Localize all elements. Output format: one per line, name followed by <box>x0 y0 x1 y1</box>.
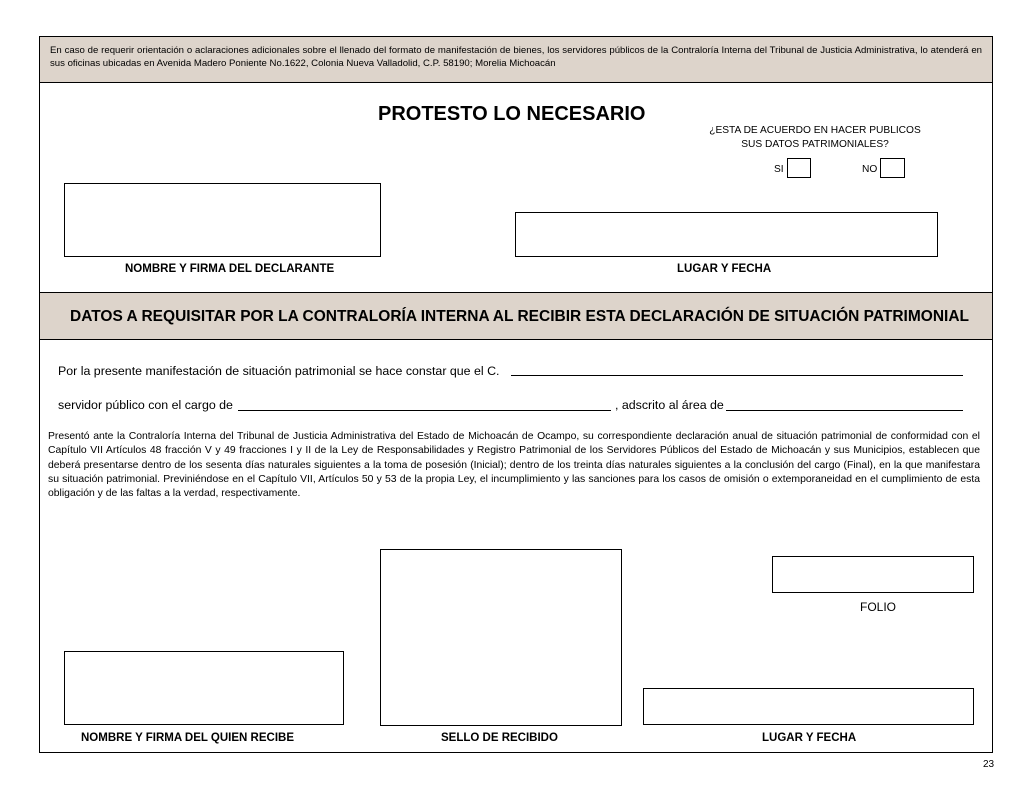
area-field[interactable] <box>726 410 963 411</box>
receiver-signature-box[interactable] <box>64 651 344 725</box>
receipt-place-date-label: LUGAR Y FECHA <box>762 732 857 744</box>
manifest-line1: Por la presente manifestación de situación patrimonial se hace constar que el C. <box>58 364 500 378</box>
no-label: NO <box>862 164 878 175</box>
manifest-line2-prefix: servidor público con el cargo de <box>58 398 233 412</box>
header-note: En caso de requerir orientación o aclaraciones adicionales sobre el llenado del formato de manifestación de bienes, los servidores públicos de la Contraloría Interna del Tribunal de Justicia Administrativa, lo atenderá en sus oficinas ubicadas en Avenida Madero Poniente No.1622, Colonia Nueva Valladolid, C.P. 58190; Morelia Michoacán <box>39 36 993 83</box>
seal-label: SELLO DE RECIBIDO <box>441 732 558 744</box>
legal-paragraph: Presentó ante la Contraloría Interna del Tribunal de Justicia Administrativa del Estado de Michoacán de Ocampo, su correspondiente declaración anual de situación patrimonial de conformidad con el Capítulo VII Artículos 48 fracción V y 49 fracciones I y II de la Ley de Responsabilidades y Registro Patrimonial de los Servidores Públicos del Estado de Michoacán y sus Municipios, establecen que deberá presentarse dentro de los sesenta días naturales siguientes a la toma de posesión (Inicial); dentro de los treinta días naturales siguientes a la conclusión del cargo (Final), en la que manifestara su situación patrimonial. Previniéndose en el Capítulo VII, Artículos 50 y 53 de la propia Ley, el incumplimiento y las sanciones para los casos de omisión o extemporaneidad en el cumplimiento de esta obligación y de las faltas a la verdad, respectivamente. <box>48 431 980 500</box>
section-title: DATOS A REQUISITAR POR LA CONTRALORÍA INTERNA AL RECIBIR ESTA DECLARACIÓN DE SITUACIÓN PATRIMONIAL <box>70 308 969 325</box>
seal-box[interactable] <box>380 549 622 726</box>
position-field[interactable] <box>238 410 611 411</box>
declarant-signature-label: NOMBRE Y FIRMA DEL DECLARANTE <box>125 263 335 275</box>
si-checkbox[interactable] <box>787 158 811 178</box>
declarant-place-date-label: LUGAR Y FECHA <box>677 263 772 275</box>
receiver-signature-label: NOMBRE Y FIRMA DEL QUIEN RECIBE <box>81 732 294 744</box>
manifest-line2-mid: , adscrito al área de <box>615 398 724 412</box>
citizen-name-field[interactable] <box>511 375 963 376</box>
declarant-signature-box[interactable] <box>64 183 381 257</box>
section-band <box>39 292 993 340</box>
no-checkbox[interactable] <box>880 158 905 178</box>
publish-question: ¿ESTA DE ACUERDO EN HACER PUBLICOS SUS DATOS PATRIMONIALES? <box>709 125 921 150</box>
page-number: 23 <box>983 759 995 770</box>
folio-box[interactable] <box>772 556 974 593</box>
receipt-place-date-box[interactable] <box>643 688 974 725</box>
declarant-place-date-box[interactable] <box>515 212 938 257</box>
protesto-title: PROTESTO LO NECESARIO <box>378 103 646 125</box>
folio-label: FOLIO <box>860 600 897 614</box>
si-label: SI <box>774 164 784 175</box>
